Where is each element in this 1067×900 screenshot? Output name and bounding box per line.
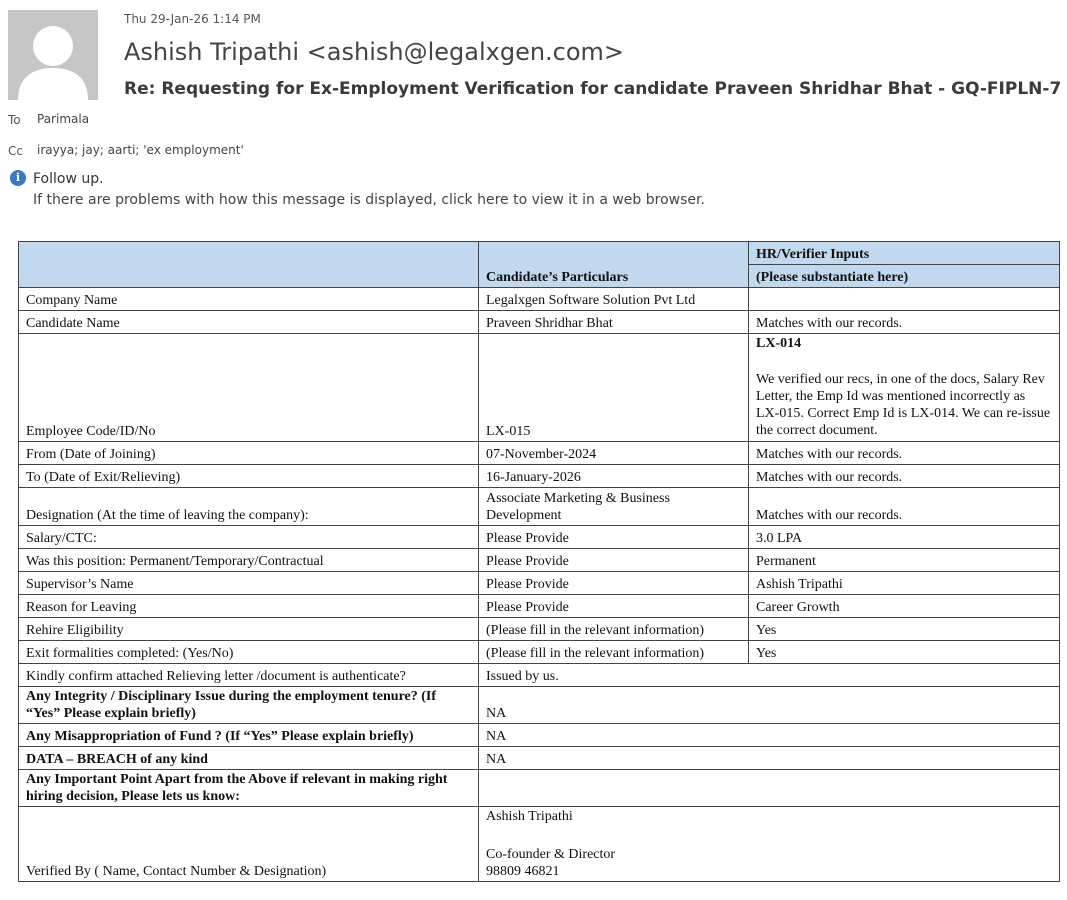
- employee-code-note: We verified our recs, in one of the docs, Salary Rev Letter, the Emp Id was mentioned incorrectly as LX-015. Correct Emp Id is LX-014. We can re-issue the correct document.: [756, 372, 1051, 438]
- table-row: [19, 288, 1060, 311]
- table-row: [19, 311, 1060, 334]
- row-input: Career Growth: [749, 595, 1060, 618]
- corrected-employee-code: LX-014: [756, 336, 802, 351]
- row-input: Matches with our records.: [749, 442, 1060, 465]
- row-particulars: Associate Marketing & Business Development: [479, 488, 749, 526]
- cc-recipients[interactable]: irayya; jay; aarti; 'ex employment': [37, 143, 244, 157]
- row-label: Candidate Name: [19, 311, 479, 334]
- row-input: Matches with our records.: [749, 465, 1060, 488]
- sender-avatar: [8, 10, 98, 100]
- info-icon: i: [10, 170, 26, 186]
- row-value: [479, 770, 1060, 807]
- view-in-browser-notice[interactable]: If there are problems with how this message is displayed, click here to view it in a web browser.: [33, 192, 705, 208]
- header-substantiate: (Please substantiate here): [749, 265, 1060, 288]
- row-label: Rehire Eligibility: [19, 618, 479, 641]
- table-row: [19, 664, 1060, 687]
- table-row: [19, 549, 1060, 572]
- row-label: Company Name: [19, 288, 479, 311]
- verified-by-label: Verified By ( Name, Contact Number & Designation): [19, 807, 479, 882]
- row-input: Ashish Tripathi: [749, 572, 1060, 595]
- table-row: [19, 488, 1060, 526]
- header-hr-verifier-inputs: HR/Verifier Inputs: [749, 242, 1060, 265]
- table-row: [19, 526, 1060, 549]
- verifier-phone: 98809 46821: [486, 864, 560, 879]
- row-input: Permanent: [749, 549, 1060, 572]
- row-label: DATA – BREACH of any kind: [19, 747, 479, 770]
- row-particulars: 16-January-2026: [479, 465, 749, 488]
- row-particulars: Please Provide: [479, 526, 749, 549]
- table-row: [19, 595, 1060, 618]
- row-particulars: Please Provide: [479, 595, 749, 618]
- row-particulars: (Please fill in the relevant information): [479, 618, 749, 641]
- row-label: Designation (At the time of leaving the company):: [19, 488, 479, 526]
- row-label: Any Important Point Apart from the Above if relevant in making right hiring decision, Please lets us know:: [19, 770, 479, 807]
- to-label: To: [8, 113, 21, 127]
- row-input: [749, 288, 1060, 311]
- row-input: Yes: [749, 618, 1060, 641]
- table-row: [19, 572, 1060, 595]
- verifier-name: Ashish Tripathi: [486, 809, 573, 824]
- header-empty-cell: [19, 242, 479, 288]
- email-subject: Re: Requesting for Ex-Employment Verification for candidate Praveen Shridhar Bhat - GQ-FIPLN-7: [124, 79, 1062, 99]
- row-input: Matches with our records.: [749, 311, 1060, 334]
- row-particulars: Legalxgen Software Solution Pvt Ltd: [479, 288, 749, 311]
- row-input: 3.0 LPA: [749, 526, 1060, 549]
- row-particulars: Please Provide: [479, 549, 749, 572]
- row-label: Any Misappropriation of Fund ? (If “Yes” Please explain briefly): [19, 724, 479, 747]
- table-row: [19, 618, 1060, 641]
- row-label: Kindly confirm attached Relieving letter /document is authenticate?: [19, 664, 479, 687]
- row-label: Was this position: Permanent/Temporary/Contractual: [19, 549, 479, 572]
- row-particulars: 07-November-2024: [479, 442, 749, 465]
- row-label: Employee Code/ID/No: [19, 334, 479, 442]
- table-row: [19, 641, 1060, 664]
- email-sender[interactable]: Ashish Tripathi <ashish@legalxgen.com>: [124, 38, 625, 66]
- row-input: [749, 334, 1060, 442]
- row-particulars: (Please fill in the relevant information): [479, 641, 749, 664]
- table-row: [19, 770, 1060, 807]
- table-row: [19, 465, 1060, 488]
- verified-by-value: [479, 807, 1060, 882]
- row-label: Supervisor’s Name: [19, 572, 479, 595]
- row-label: From (Date of Joining): [19, 442, 479, 465]
- row-label: To (Date of Exit/Relieving): [19, 465, 479, 488]
- row-value: Issued by us.: [479, 664, 1060, 687]
- row-label: Reason for Leaving: [19, 595, 479, 618]
- row-input: Yes: [749, 641, 1060, 664]
- table-row: [19, 687, 1060, 724]
- table-row: [19, 747, 1060, 770]
- row-label: Salary/CTC:: [19, 526, 479, 549]
- to-recipients[interactable]: Parimala: [37, 112, 90, 126]
- table-row: [19, 334, 1060, 442]
- email-date: Thu 29-Jan-26 1:14 PM: [124, 12, 261, 26]
- row-particulars: Please Provide: [479, 572, 749, 595]
- row-label: Any Integrity / Disciplinary Issue during the employment tenure? (If “Yes” Please explain briefly): [19, 687, 479, 724]
- verifier-designation: Co-founder & Director: [486, 847, 616, 862]
- row-value: NA: [479, 747, 1060, 770]
- row-value: NA: [479, 687, 1060, 724]
- row-label: Exit formalities completed: (Yes/No): [19, 641, 479, 664]
- person-silhouette-icon: [8, 10, 98, 100]
- follow-up-flag: Follow up.: [33, 171, 104, 187]
- table-row: [19, 442, 1060, 465]
- row-input: Matches with our records.: [749, 488, 1060, 526]
- header-candidate-particulars: Candidate’s Particulars: [479, 242, 749, 288]
- table-row-verified-by: [19, 807, 1060, 882]
- row-value: NA: [479, 724, 1060, 747]
- row-particulars: LX-015: [479, 334, 749, 442]
- cc-label: Cc: [8, 144, 23, 158]
- row-particulars: Praveen Shridhar Bhat: [479, 311, 749, 334]
- verification-table: [18, 241, 1060, 882]
- table-row: [19, 724, 1060, 747]
